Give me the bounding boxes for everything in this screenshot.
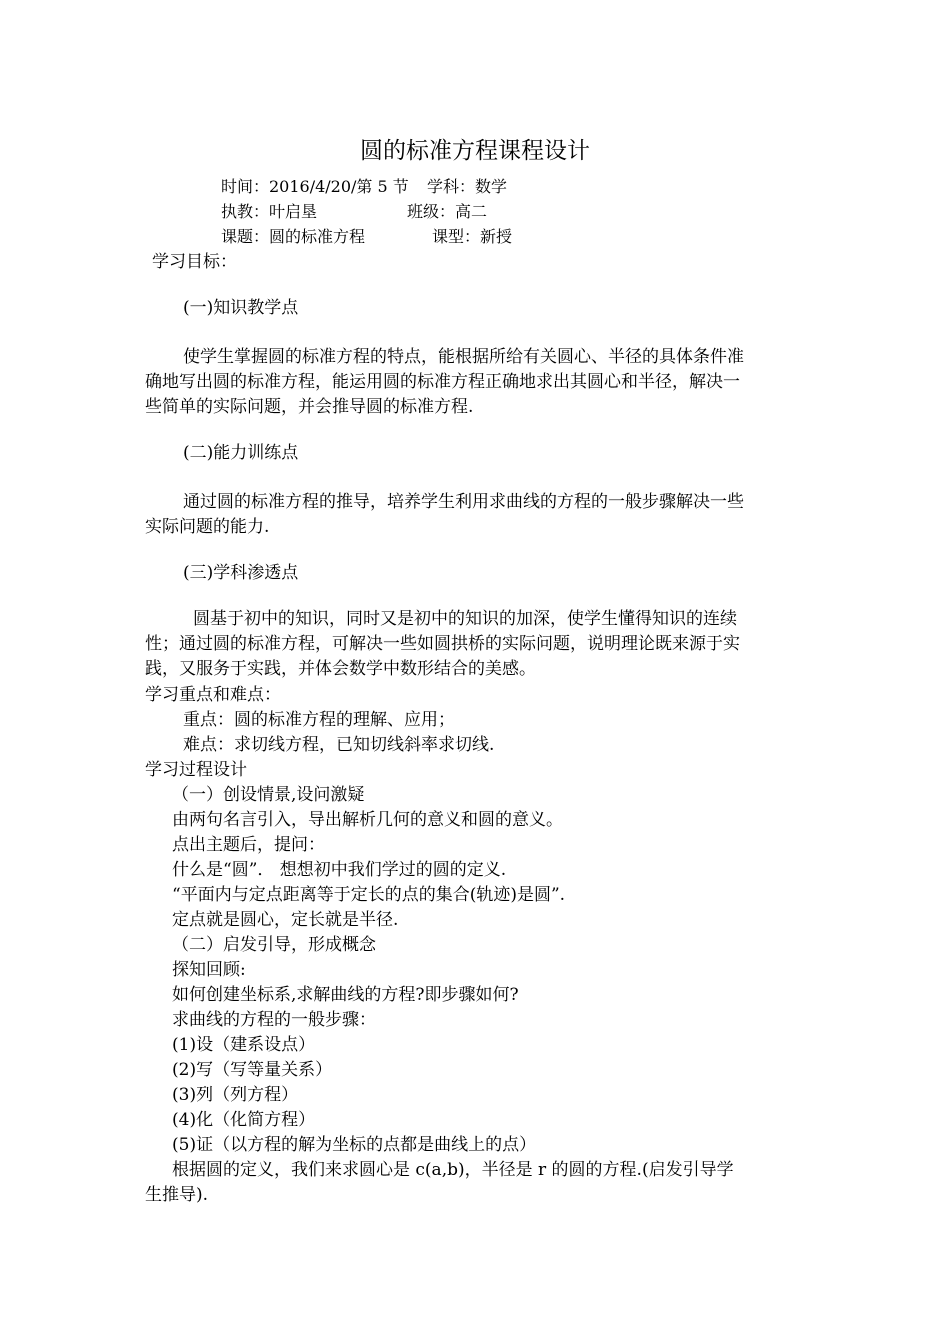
ability-heading: (二)能力训练点 (183, 443, 299, 463)
subject-point-line: 践，又服务于实践，并体会数学中数形结合的美感。 (145, 659, 536, 679)
process-step: (4)化（化简方程） (172, 1110, 316, 1130)
meta-subject: 学科：数学 (427, 177, 508, 196)
subject-point-heading: (三)学科渗透点 (183, 563, 299, 583)
subject-point-line: 性；通过圆的标准方程，可解决一些如圆拱桥的实际问题，说明理论既来源于实 (145, 634, 740, 654)
difficulty-point: 难点：求切线方程，已知切线斜率求切线. (183, 735, 495, 755)
process-line: “平面内与定点距离等于定长的点的集合(轨迹)是圆”. (172, 885, 566, 905)
process-line: 由两句名言引入，导出解析几何的意义和圆的意义。 (172, 810, 563, 830)
process-step: (2)写（写等量关系） (172, 1060, 333, 1080)
ability-line: 实际问题的能力. (145, 517, 270, 537)
process-line: 生推导). (145, 1185, 209, 1205)
ability-line: 通过圆的标准方程的推导，培养学生利用求曲线的方程的一般步骤解决一些 (183, 492, 744, 512)
knowledge-line: 使学生掌握圆的标准方程的特点，能根据所给有关圆心、半径的具体条件准 (183, 347, 744, 367)
process-line: 如何创建坐标系,求解曲线的方程?即步骤如何? (172, 985, 519, 1005)
meta-class: 班级：高二 (407, 202, 488, 221)
process-step: (5)证（以方程的解为坐标的点都是曲线上的点） (172, 1135, 537, 1155)
process-line: 定点就是圆心，定长就是半径. (172, 910, 399, 930)
process-step: (1)设（建系设点） (172, 1035, 316, 1055)
subject-point-line: 圆基于初中的知识，同时又是初中的知识的加深，使学生懂得知识的连续 (193, 609, 737, 629)
document-title: 圆的标准方程课程设计 (360, 138, 590, 164)
knowledge-heading: (一)知识教学点 (183, 298, 299, 318)
knowledge-line: 些简单的实际问题，并会推导圆的标准方程. (145, 397, 474, 417)
meta-type: 课型：新授 (432, 227, 513, 246)
key-points-heading: 学习重点和难点： (145, 685, 281, 705)
process-line: 探知回顾: (172, 960, 246, 980)
process-line: （二）启发引导，形成概念 (172, 935, 376, 955)
meta-teacher: 执教：叶启垦 (221, 202, 318, 221)
process-step: (3)列（列方程） (172, 1085, 299, 1105)
process-heading: 学习过程设计 (145, 760, 247, 780)
meta-topic: 课题：圆的标准方程 (221, 227, 366, 246)
process-line: 求曲线的方程的一般步骤： (172, 1010, 376, 1030)
focus-point: 重点：圆的标准方程的理解、应用； (183, 710, 455, 730)
process-line: （一）创设情景,设问激疑 (172, 785, 365, 805)
knowledge-line: 确地写出圆的标准方程，能运用圆的标准方程正确地求出其圆心和半径，解决一 (145, 372, 740, 392)
process-line: 根据圆的定义，我们来求圆心是 c(a,b)，半径是 r 的圆的方程.(启发引导学 (172, 1160, 734, 1180)
process-line: 什么是“圆”． 想想初中我们学过的圆的定义. (172, 860, 507, 880)
meta-time: 时间：2016/4/20/第 5 节 (221, 177, 409, 196)
objectives-heading: 学习目标： (152, 252, 237, 272)
process-line: 点出主题后，提问： (172, 835, 325, 855)
